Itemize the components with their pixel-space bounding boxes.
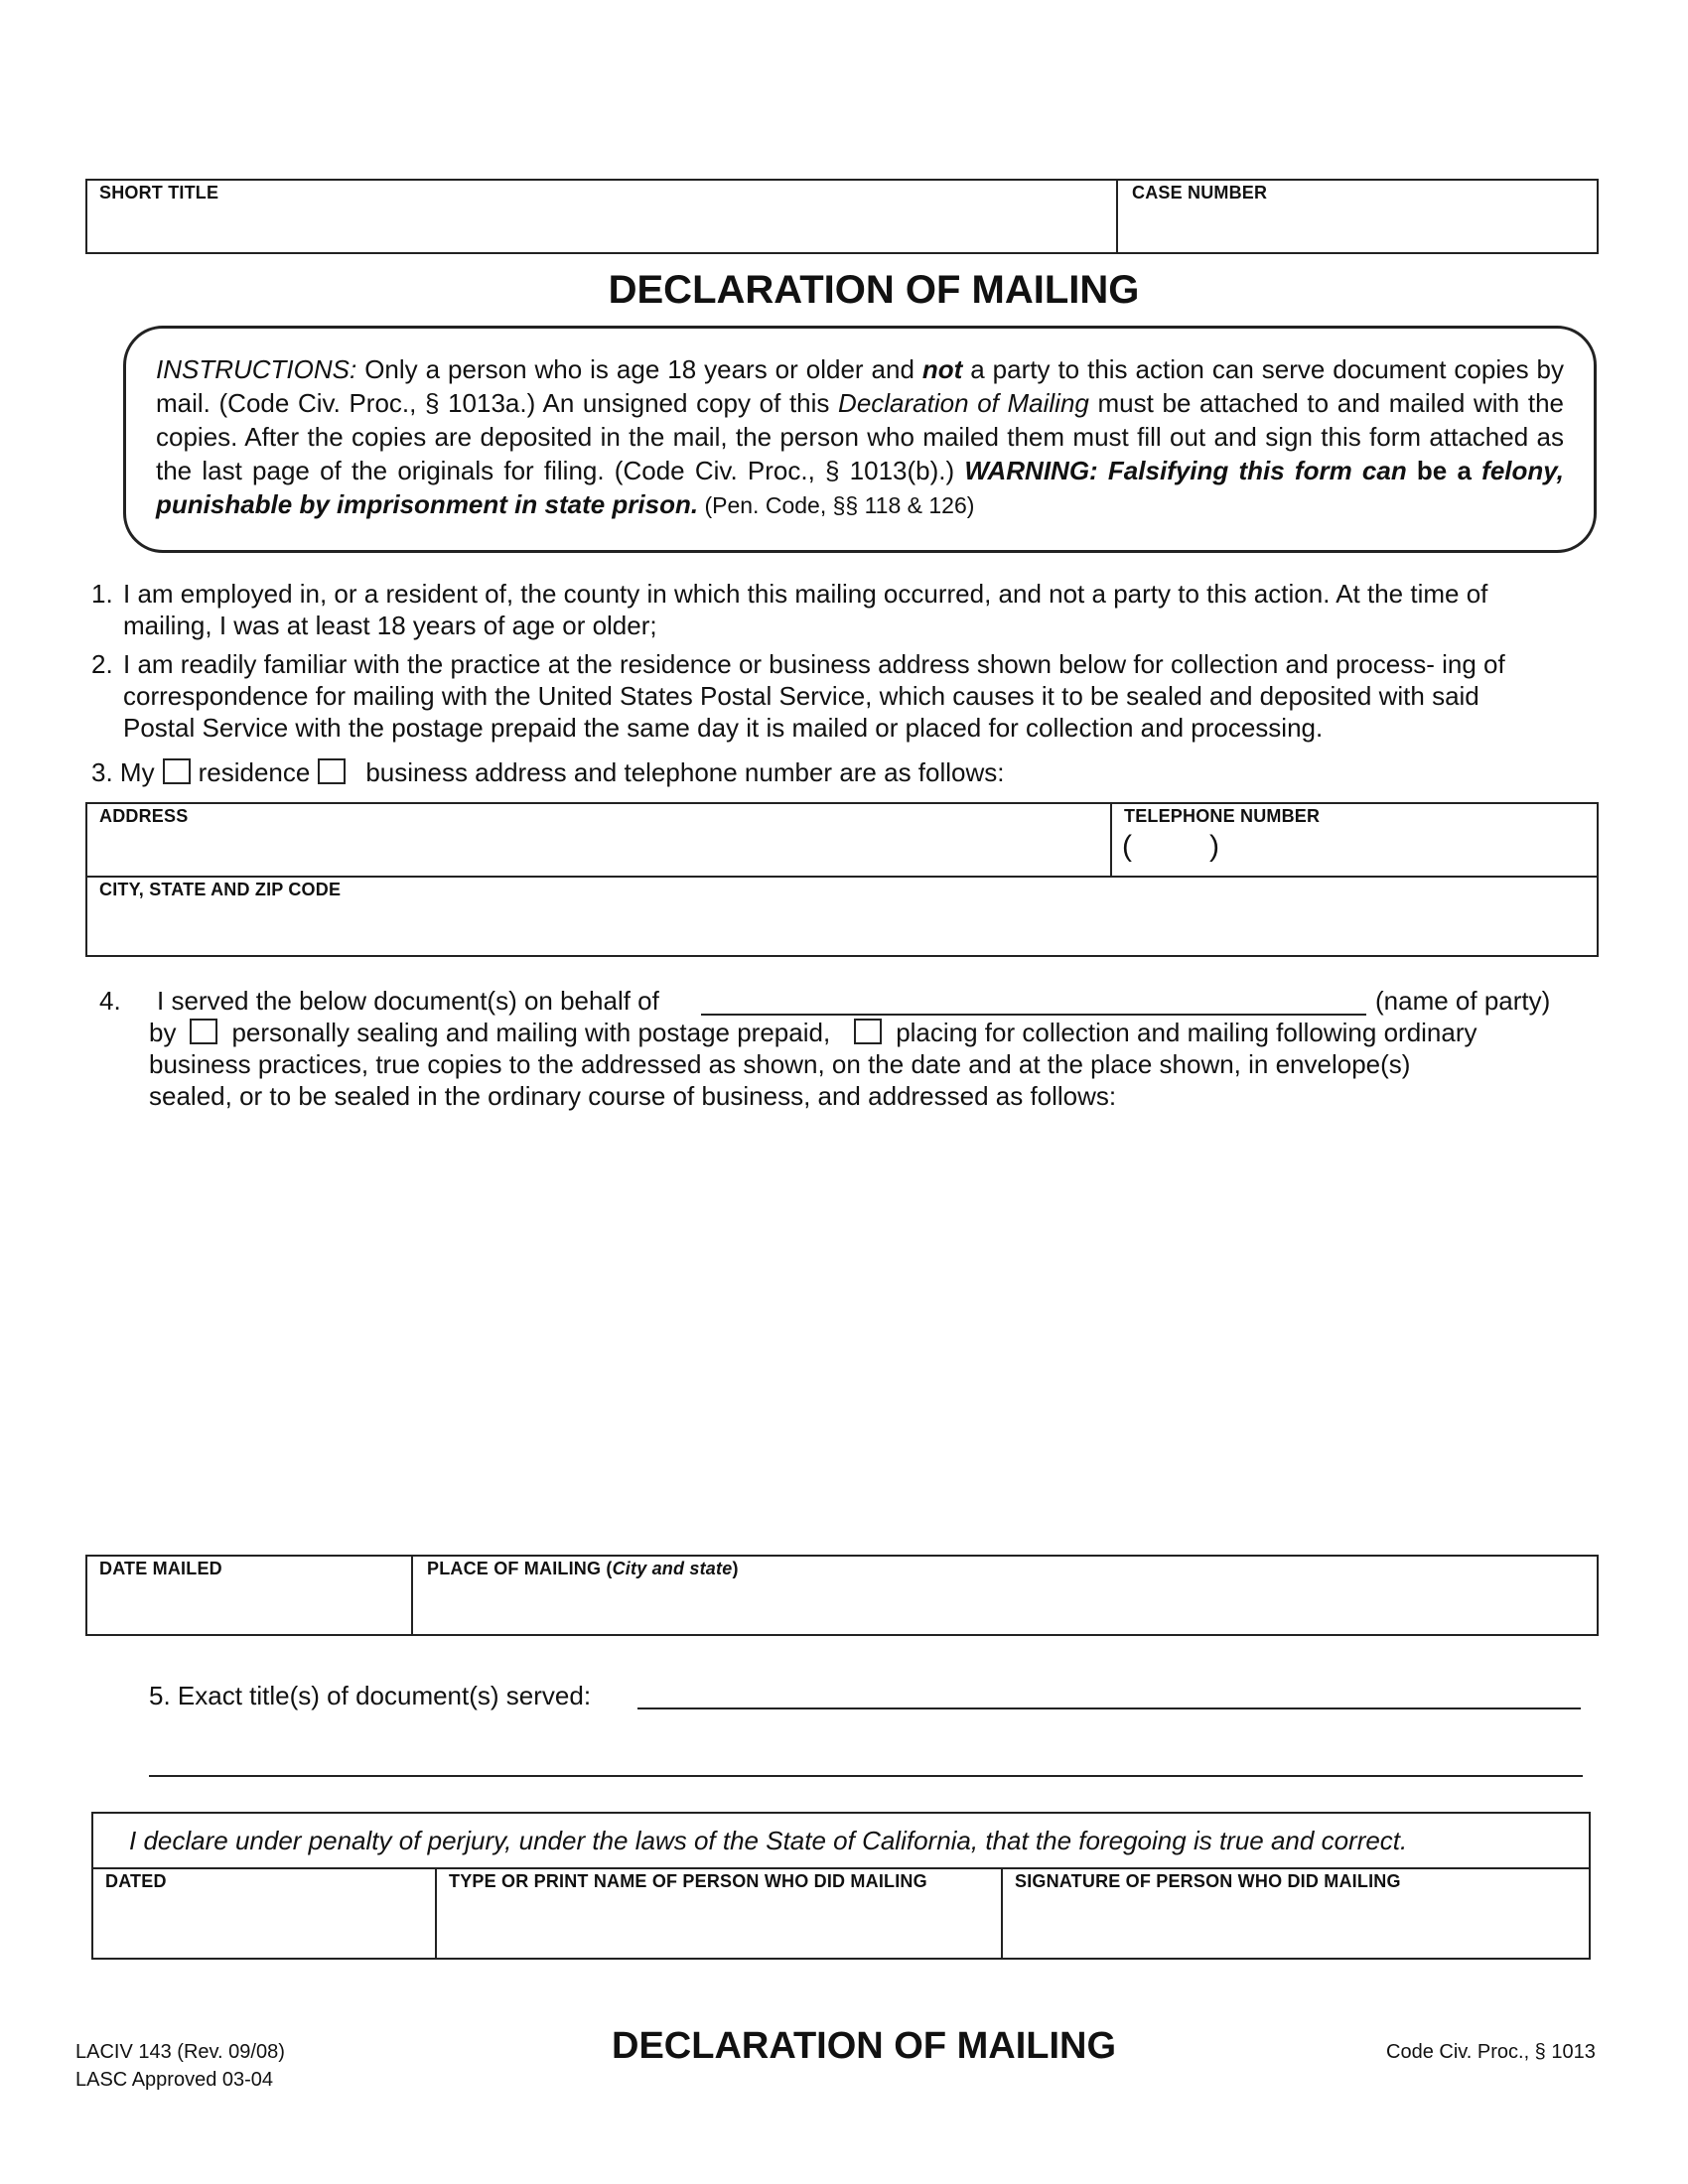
item-5-text: 5. Exact title(s) of document(s) served: [149, 1681, 592, 1710]
item-4-lead: I served the below document(s) on behalf of [157, 986, 659, 1016]
item-2-number: 2. [91, 649, 113, 679]
mailing-divider [411, 1557, 413, 1634]
instructions-warning-1: Falsifying this form can [1097, 456, 1407, 485]
instructions-warning-3: felony, punishable by imprisonment in state prison. [156, 456, 1564, 519]
instructions-text-2: a party to this action can serve document copies by mail. (Code Civ. Proc., § 1013a.) An unsigned copy of this [156, 354, 1565, 418]
item-3-business-text: business address and telephone number are as follows: [365, 757, 1005, 787]
dated-input[interactable] [105, 1901, 427, 1943]
instructions-text-1: Only a person who is age 18 years or older and [356, 354, 922, 384]
footer-title: DECLARATION OF MAILING [612, 2025, 1117, 2067]
personally-sealing-checkbox[interactable] [190, 1019, 217, 1044]
case-number-label: CASE NUMBER [1132, 183, 1268, 203]
declaration-row-divider [93, 1867, 1589, 1869]
name-of-party-label: (name of party) [1375, 986, 1551, 1016]
document-title-input-1[interactable] [643, 1678, 1581, 1709]
party-name-underline [701, 1014, 1366, 1016]
date-mailed-input[interactable] [99, 1588, 401, 1626]
instructions-warning-2: be a [1406, 456, 1482, 485]
personally-sealing-label: personally sealing and mailing with postage prepaid, [231, 1018, 831, 1047]
date-mailed-label: DATE MAILED [99, 1559, 222, 1578]
footer-code: Code Civ. Proc., § 1013 [1386, 2041, 1596, 2063]
item-4-line-3: business practices, true copies to the addressed as shown, on the date and at the place shown, in envelope(s) [149, 1049, 1411, 1079]
addressees-area[interactable] [149, 1122, 1583, 1523]
item-4-line-4: sealed, or to be sealed in the ordinary course of business, and addressed as follows: [149, 1081, 1117, 1111]
declaration-divider-1 [435, 1867, 437, 1958]
telephone-paren-open: ( [1122, 830, 1132, 863]
item-1-text: I am employed in, or a resident of, the county in which this mailing occurred, and not a party to this action. At the time of mailing, I was at least 18 years of age or older; [123, 579, 1488, 640]
signature-field[interactable] [1015, 1899, 1571, 1947]
dated-label: DATED [105, 1871, 167, 1891]
instructions-citation: (Pen. Code, §§ 118 & 126) [698, 492, 975, 518]
declaration-box [91, 1812, 1591, 1960]
document-title-input-2[interactable] [151, 1745, 1585, 1777]
address-label: ADDRESS [99, 806, 189, 826]
party-name-input[interactable] [705, 983, 1364, 1015]
telephone-label: TELEPHONE NUMBER [1124, 806, 1321, 826]
instructions-lead: INSTRUCTIONS: [156, 354, 357, 384]
place-label-close: ) [732, 1559, 739, 1578]
instructions-not: not [921, 354, 963, 384]
document-title-underline-1 [637, 1707, 1581, 1709]
page-title: DECLARATION OF MAILING [608, 268, 1140, 312]
item-4-number: 4. [99, 986, 121, 1016]
signature-label: SIGNATURE OF PERSON WHO DID MAILING [1015, 1871, 1401, 1891]
place-of-mailing-input[interactable] [427, 1588, 1583, 1626]
instructions-warning: WARNING: [964, 456, 1098, 485]
declaration-divider-2 [1001, 1867, 1003, 1958]
item-4-line-2 [149, 1017, 1477, 1048]
document-title-underline-2 [149, 1775, 1583, 1777]
short-title-label: SHORT TITLE [99, 183, 219, 203]
residence-label: residence [198, 757, 311, 787]
item-3-my: My [119, 757, 155, 787]
instructions-declaration-title: Declaration of Mailing [838, 388, 1089, 418]
placing-for-collection-checkbox[interactable] [854, 1019, 882, 1044]
print-name-label: TYPE OR PRINT NAME OF PERSON WHO DID MAILING [449, 1871, 927, 1891]
item-3-number: 3. [91, 757, 113, 787]
perjury-statement: I declare under penalty of perjury, under the laws of the State of California, that the foregoing is true and correct. [129, 1826, 1408, 1855]
place-label-italic: City and state [612, 1559, 733, 1578]
placing-for-collection-label: placing for collection and mailing following ordinary [896, 1018, 1477, 1047]
form-id: LACIV 143 (Rev. 09/08) [75, 2041, 285, 2063]
item-1-number: 1. [91, 579, 113, 609]
place-of-mailing-label [427, 1559, 739, 1579]
item-4-by: by [149, 1018, 177, 1047]
city-state-zip-label: CITY, STATE AND ZIP CODE [99, 880, 342, 899]
approval: LASC Approved 03-04 [75, 2069, 274, 2091]
place-label-text: PLACE OF MAILING ( [427, 1559, 613, 1578]
instructions-text-3: must be attached to and mailed with the copies. After the copies are deposited in the mail, the person who mailed them must fill out and sign this form attached as the last page of the originals for filing. (Code Civ. Proc., § 1013(b).) [156, 388, 1565, 485]
item-2-text: I am readily familiar with the practice at the residence or business address shown below for collection and process- ing of correspondence for mailing with the United States Postal Service, which causes it to be sealed and deposited with said Postal Service with the postage prepaid the same day it is mailed or placed for collection and processing. [123, 649, 1505, 743]
mailing-box [85, 1555, 1599, 1636]
telephone-paren-close: ) [1209, 830, 1219, 863]
print-name-input[interactable] [449, 1901, 989, 1943]
